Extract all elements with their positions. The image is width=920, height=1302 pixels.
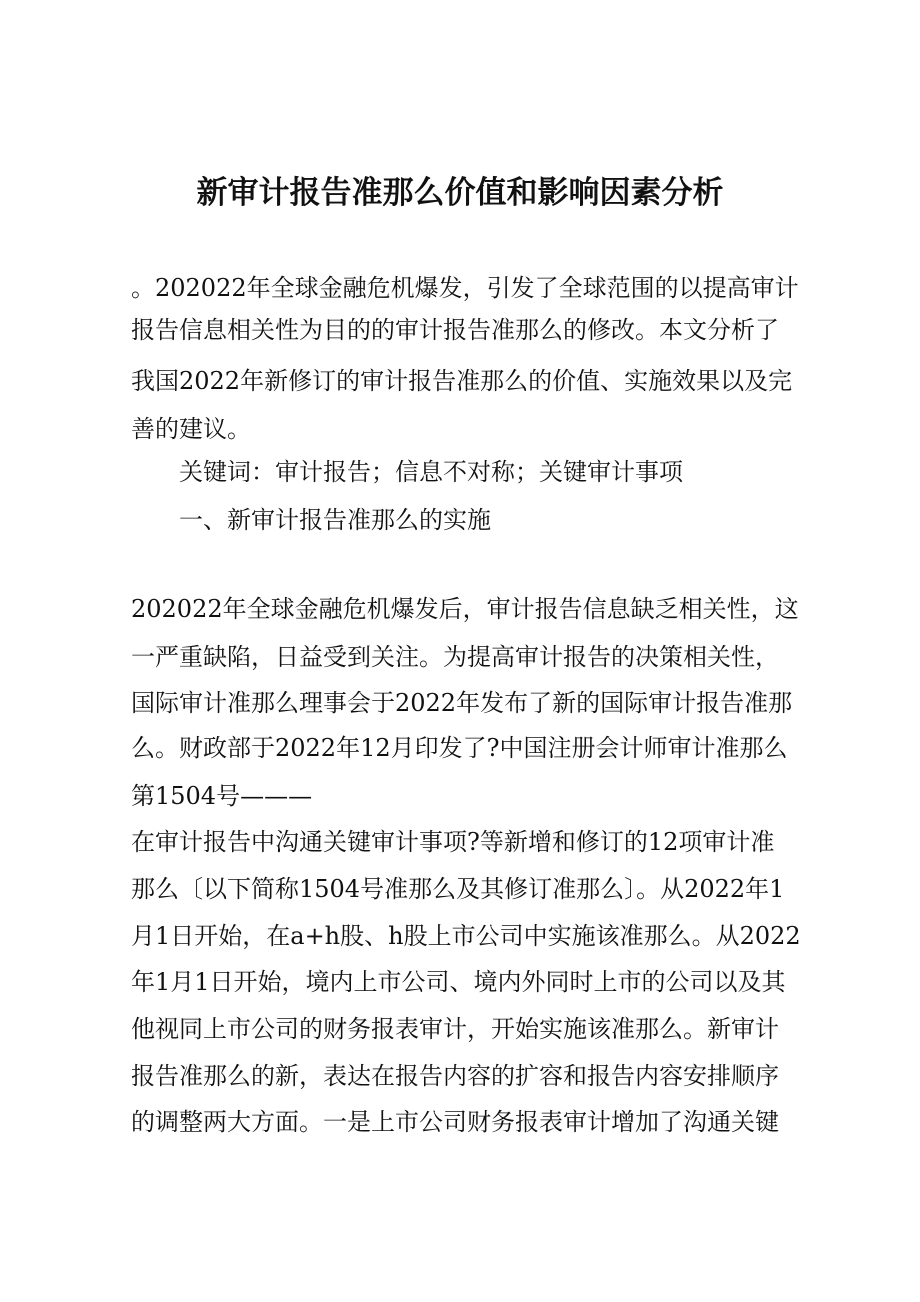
body-line: 国际审计准那么理事会于2022年发布了新的国际审计报告准那 [131, 689, 793, 717]
body-line: 第1504号——— [131, 782, 313, 810]
section-heading: 一、新审计报告准那么的实施 [179, 506, 491, 534]
document-title: 新审计报告准那么价值和影响因素分析 [196, 175, 724, 211]
abstract-line: 善的建议。 [131, 415, 251, 443]
body-line: 那么〔以下简称1504号准那么及其修订准那么〕。从2022年1 [131, 875, 785, 903]
body-line: 么。财政部于2022年12月印发了?中国注册会计师审计准那么 [131, 734, 788, 762]
body-line: 一严重缺陷，日益受到关注。为提高审计报告的决策相关性， [131, 643, 779, 671]
body-line: 202022年全球金融危机爆发后，审计报告信息缺乏相关性，这 [131, 595, 799, 623]
abstract-line: 。202022年全球金融危机爆发，引发了全球范围的以提高审计 [131, 274, 799, 302]
body-line: 的调整两大方面。一是上市公司财务报表审计增加了沟通关键 [131, 1108, 779, 1136]
body-line: 在审计报告中沟通关键审计事项?等新增和修订的12项审计准 [131, 828, 775, 856]
body-line: 月1日开始，在a+h股、h股上市公司中实施该准那么。从2022 [131, 922, 801, 950]
body-line: 他视同上市公司的财务报表审计，开始实施该准那么。新审计 [131, 1015, 779, 1043]
body-line: 报告准那么的新，表达在报告内容的扩容和报告内容安排顺序 [131, 1062, 779, 1090]
body-line: 年1月1日开始，境内上市公司、境内外同时上市的公司以及其 [131, 968, 786, 996]
abstract-line: 我国2022年新修订的审计报告准那么的价值、实施效果以及完 [131, 367, 793, 395]
keywords-line: 关键词：审计报告；信息不对称；关键审计事项 [179, 458, 683, 486]
abstract-line: 报告信息相关性为目的的审计报告准那么的修改。本文分析了 [131, 316, 779, 344]
